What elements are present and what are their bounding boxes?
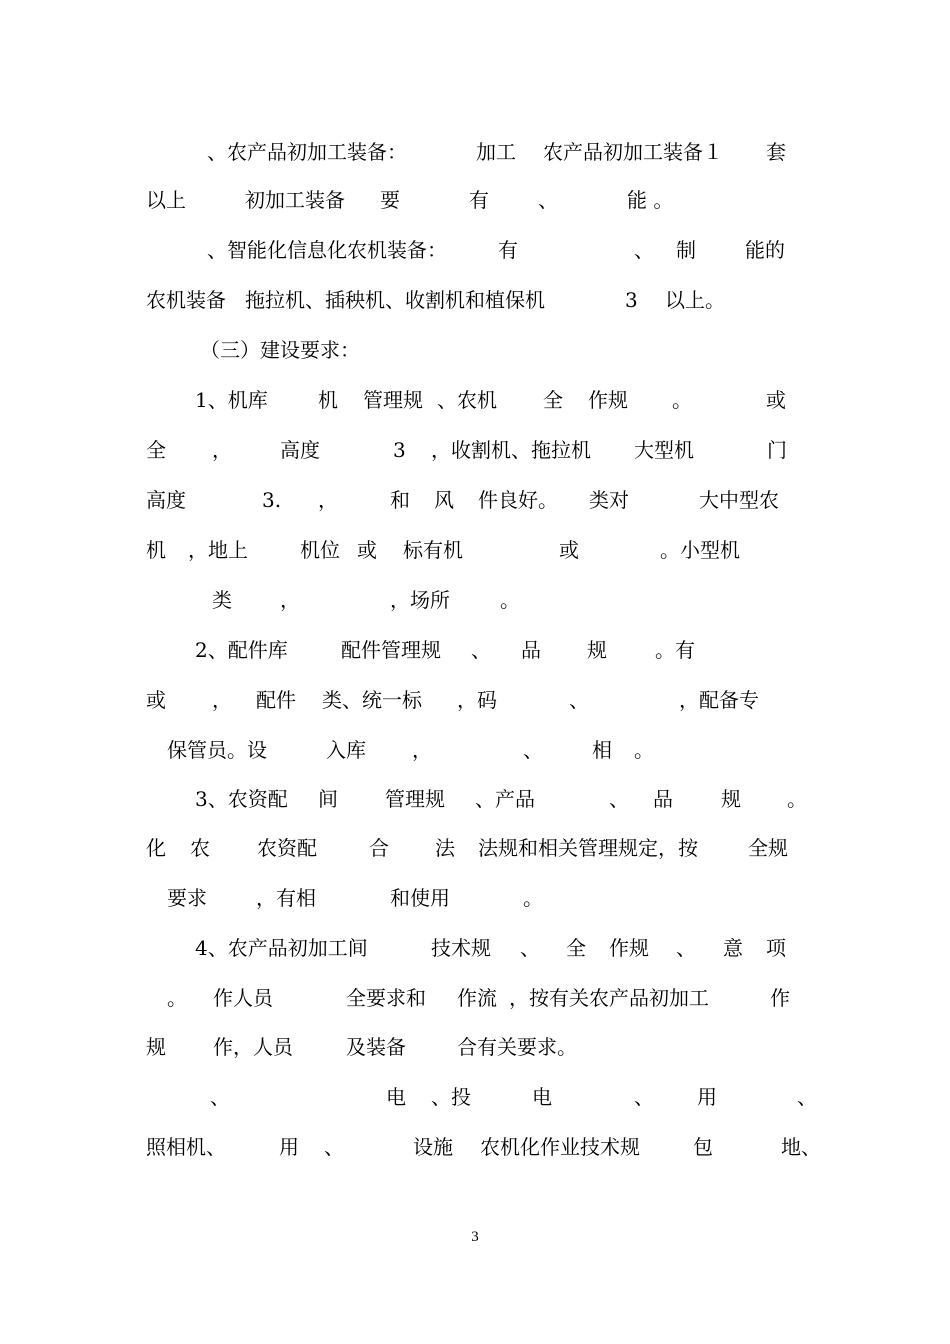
text-fragment: 作，人员 [213,1035,293,1059]
text-fragment: 保管员。设 [167,738,267,762]
text-fragment: 及装备 [346,1035,406,1059]
text-fragment: 。 [672,388,692,412]
text-fragment: 合有关要求。 [457,1035,577,1059]
text-fragment: 标有机 [403,538,463,562]
text-fragment: 套 [766,140,786,164]
text-fragment: 3 [625,288,638,312]
text-fragment: 、 [210,1085,230,1109]
text-fragment: 间 [318,787,338,811]
text-fragment: ，场所 [390,588,450,612]
text-fragment: 、 [523,738,543,762]
text-fragment: 件良好。 [478,488,558,512]
text-fragment: 全 [146,438,166,462]
text-fragment: 。小型机 [660,538,740,562]
text-fragment: 高度 [280,438,320,462]
text-fragment: ， [412,738,432,762]
text-fragment: 风 [434,488,454,512]
text-fragment: ，码 [457,688,497,712]
text-fragment: 管理规 [363,388,423,412]
text-fragment: 全 [543,388,563,412]
text-fragment: 4、农产品初加工间 [195,936,368,960]
text-fragment: 化 [146,836,166,860]
text-fragment: 。 [167,986,187,1010]
text-fragment: 高度 [146,488,186,512]
text-fragment: 门 [767,438,787,462]
text-fragment: 。 [523,886,543,910]
text-fragment: 或 [766,388,786,412]
text-fragment: 包 [693,1135,713,1159]
text-fragment: 意 [723,936,743,960]
text-fragment: 规 [146,1035,166,1059]
text-fragment: 有 [498,238,518,262]
text-fragment: 、农机 [437,388,497,412]
text-fragment: 、 [634,238,654,262]
text-fragment: 机 [146,538,166,562]
text-fragment: 或 [559,538,579,562]
page-number: 3 [471,1229,479,1245]
text-fragment: ，收割机、拖拉机 [431,438,591,462]
text-fragment: 法 [435,836,455,860]
text-fragment: 品 [521,638,541,662]
text-fragment: 、智能化信息化农机装备： [207,238,447,262]
text-fragment: 、 [471,638,491,662]
text-fragment: 作规 [609,936,649,960]
text-fragment: 作人员 [213,986,273,1010]
text-fragment: 、 [569,688,589,712]
text-fragment: 技术规 [431,936,491,960]
text-fragment: 配件 [256,688,296,712]
text-fragment: 或 [357,538,377,562]
text-fragment: ，配备专 [679,688,759,712]
text-fragment: ， [212,688,232,712]
text-fragment: ， [212,438,232,462]
text-fragment: 、农产品初加工装备： [207,140,407,164]
text-fragment: 、 [676,936,696,960]
text-fragment: 规 [587,638,607,662]
text-fragment: 3、农资配 [195,787,288,811]
section-heading: （三）建设要求： [200,338,360,362]
text-fragment: 以上。 [665,288,725,312]
text-fragment: ，地上 [188,538,248,562]
text-fragment: 。 [500,588,520,612]
text-fragment: ， [280,588,300,612]
text-fragment: 入库 [326,738,366,762]
text-fragment: 。有 [655,638,695,662]
text-fragment: 类对 [589,488,629,512]
text-fragment: ， [318,488,338,512]
text-fragment: 作规 [588,388,628,412]
text-fragment: 、投 [431,1085,471,1109]
text-fragment: 电 [386,1085,406,1109]
text-fragment: 以上 [146,188,186,212]
text-fragment: 。 [634,738,654,762]
text-fragment: 作流 [457,986,497,1010]
text-fragment: 机 [318,388,338,412]
text-fragment: 要求 [167,886,207,910]
text-fragment: 能 。 [627,188,674,212]
text-fragment: 制 [676,238,696,262]
text-fragment: 机位 [300,538,340,562]
text-fragment: 作 [770,986,790,1010]
text-fragment: 1、机库 [195,388,268,412]
text-fragment: ，按有关农产品初加工 [509,986,709,1010]
text-fragment: 、产品 [475,787,535,811]
text-fragment: 、 [797,1085,817,1109]
text-fragment: 2、配件库 [195,638,288,662]
text-fragment: 农机装备 [146,288,226,312]
text-fragment: 管理规 [385,787,445,811]
text-fragment: 和 [390,488,410,512]
text-fragment: 项 [766,936,786,960]
text-fragment: 配件管理规 [341,638,441,662]
text-fragment: 大型机 [634,438,694,462]
text-fragment: 能的 [745,238,785,262]
text-fragment: 地、 [781,1135,821,1159]
text-fragment: 、 [520,936,540,960]
text-fragment: 初加工装备 [245,188,345,212]
text-fragment: 设施 [413,1135,453,1159]
text-fragment: 3. [262,488,282,512]
text-fragment: 大中型农 [699,488,779,512]
text-fragment: 规 [721,787,741,811]
text-fragment: 类、统一标 [322,688,422,712]
text-fragment: 、 [634,1085,654,1109]
text-fragment: 、 [538,188,558,212]
text-fragment: 农资配 [257,836,317,860]
text-fragment: 有 [469,188,489,212]
text-fragment: 合 [369,836,389,860]
text-fragment: 农产品初加工装备１ [543,140,723,164]
text-fragment: 农 [190,836,210,860]
text-fragment: 相 [592,738,612,762]
text-fragment: 用 [697,1085,717,1109]
text-fragment: 用 [279,1135,299,1159]
text-fragment: 、 [609,787,629,811]
text-fragment: 拖拉机、插秧机、收割机和植保机 [245,288,545,312]
text-fragment: 照相机、 [146,1135,226,1159]
text-fragment: 和使用 [390,886,450,910]
text-fragment: 全要求和 [346,986,426,1010]
text-fragment: 或 [146,688,166,712]
text-fragment: 加工 [476,140,516,164]
text-fragment: 要 [380,188,400,212]
text-fragment: 电 [532,1085,552,1109]
text-fragment: 全 [566,936,586,960]
text-fragment: 品 [653,787,673,811]
text-fragment: ，有相 [256,886,316,910]
text-fragment: 法规和相关管理规定，按 [478,836,698,860]
text-fragment: 农机化作业技术规 [480,1135,640,1159]
text-fragment: 全规 [748,836,788,860]
text-fragment: 。 [787,787,807,811]
text-fragment: 类 [212,588,232,612]
text-fragment: 、 [324,1135,344,1159]
text-fragment: 3 [393,438,406,462]
